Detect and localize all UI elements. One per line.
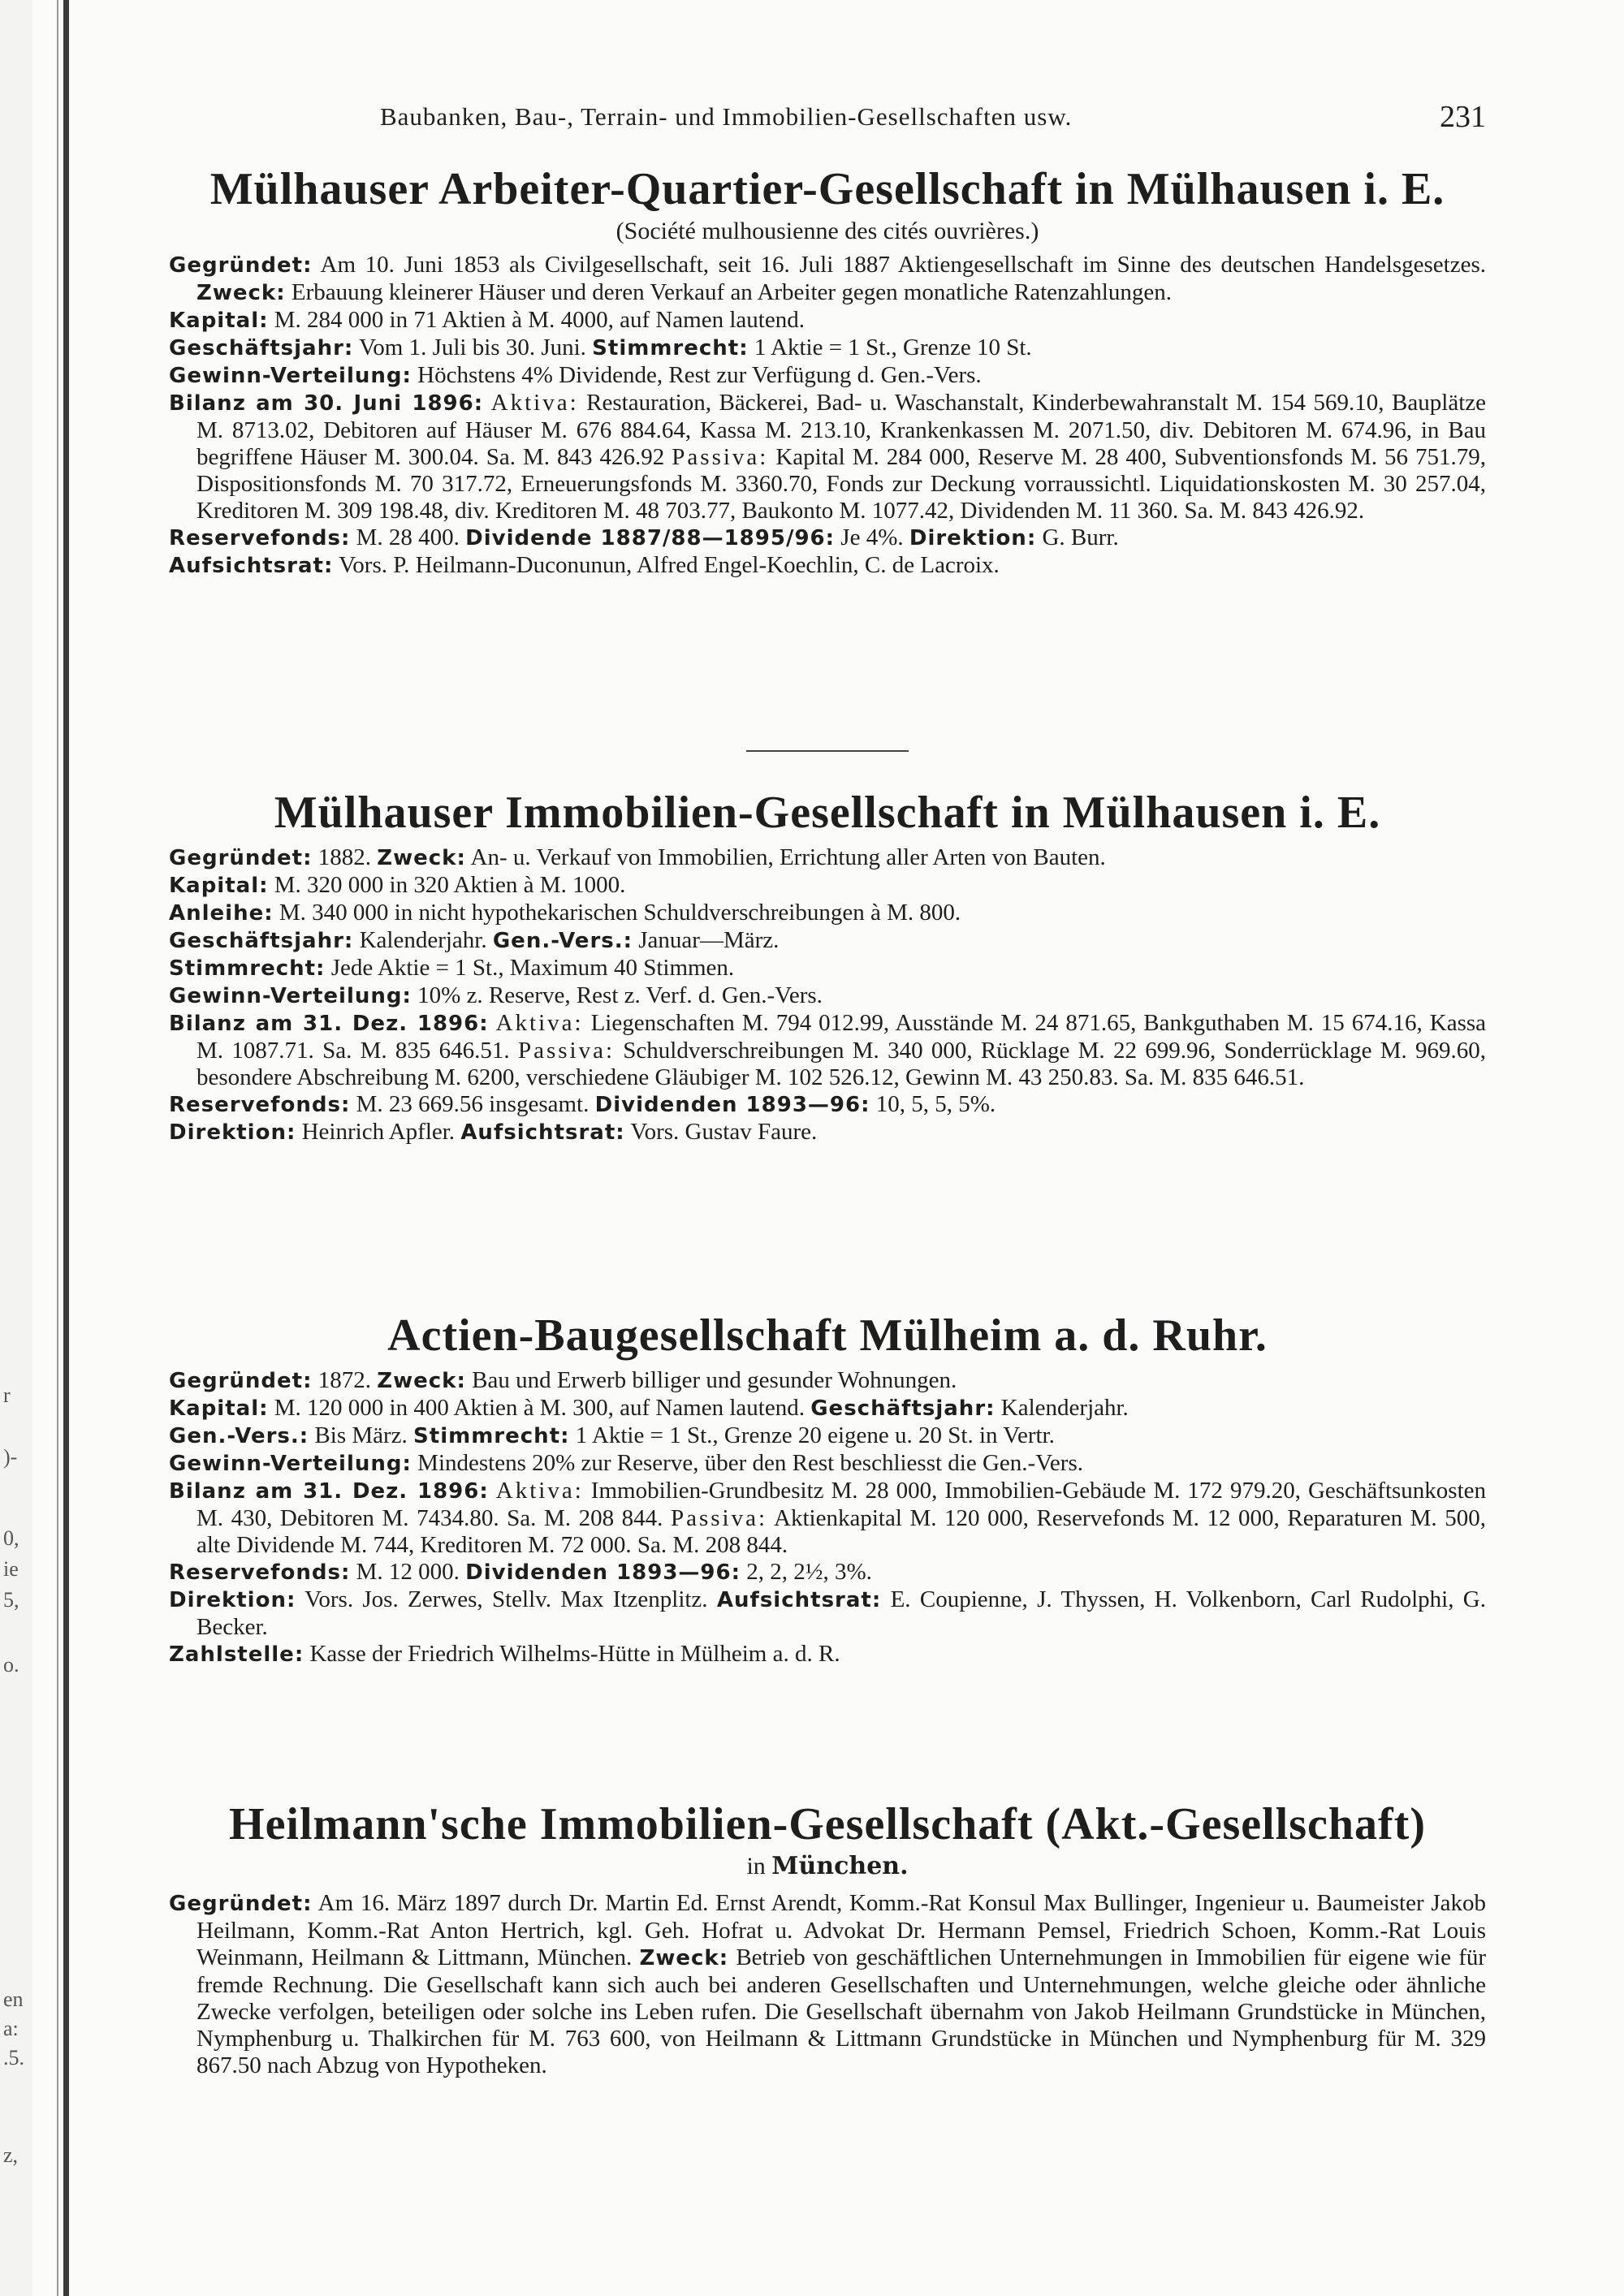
field-value: M. 284 000 in 71 Aktien à M. 4000, auf Namen lautend. [274,307,805,333]
profit-paragraph [169,362,1486,390]
field-value: 10% z. Reserve, Rest z. Verf. d. Gen.-Vers. [417,982,823,1008]
field-label: Zweck: [377,846,466,870]
founded-paragraph [169,1367,1486,1395]
page-number: 231 [1440,100,1486,134]
field-label: Gewinn-Verteilung: [169,364,412,388]
field-label: Bilanz am 30. Juni 1896: [169,391,484,416]
field-value: Januar—März. [638,927,780,953]
field-label: Geschäftsjahr: [169,929,354,953]
balance-paragraph [169,390,1486,524]
field-label: Kapital: [169,309,269,333]
passiva-label: Passiva: [672,444,769,470]
capital-paragraph [169,307,1486,334]
field-value: Vom 1. Juli bis 30. Juni. [359,334,586,360]
binding-line [63,0,69,2296]
board-paragraph [169,552,1486,580]
margin-fragment: 5, [3,1588,19,1612]
city-name: München. [771,1852,909,1880]
binding-shadow [0,0,32,2296]
margin-fragment: z, [3,2143,19,2167]
reserve-paragraph [169,1091,1486,1119]
loan-paragraph [169,900,1486,927]
field-label: Aufsichtsrat: [169,554,334,578]
field-label: Stimmrecht: [169,956,326,981]
field-label: Gewinn-Verteilung: [169,1452,412,1476]
balance-paragraph [169,1478,1486,1559]
field-label: Anleihe: [169,901,274,926]
founded-paragraph [169,1890,1486,2079]
company-subtitle [169,1851,1486,1882]
field-label: Gegründet: [169,253,313,278]
field-label: Direktion: [169,1588,296,1612]
management-paragraph [169,1119,1486,1146]
profit-paragraph [169,982,1486,1010]
field-value: Restauration, Bäckerei, Bad- u. Waschanstalt, Kinderbewahranstalt M. 154 569.10, Bauplätze M. 8713.02, Debitoren auf Häuser M. 676 884.64, Kassa M. 213.10, Krankenkassen M. 2071.50, div. Debitoren M. 674.96, in Bau begriffene Häuser M. 300.04. Sa. M. 843 426.92 [197,390,1487,470]
company-entry [169,1309,1486,1668]
field-value: Höchstens 4% Dividende, Rest zur Verfügung d. Gen.-Vers. [417,362,982,388]
company-entry [169,162,1486,580]
field-value: Kapital M. 284 000, Reserve M. 28 400, Subventionsfonds M. 56 751.79, Dispositionsfonds M. 70 317.72, Erneuerungsfonds M. 3360.70, Fonds zur Deckung vorraussichtl. Liquidationskosten M. 30 257.04, Kreditoren M. 309 198.48, div. Kreditoren M. 48 703.77, Baukonto M. 1077.42, Dividenden M. 11 360. Sa. M. 843 426.92. [197,444,1487,524]
field-label: Gen.-Vers.: [492,929,633,953]
reserve-paragraph [169,524,1486,552]
reserve-paragraph [169,1559,1486,1586]
subtitle-prefix: in [746,1853,766,1880]
field-label: Stimmrecht: [413,1424,570,1448]
aktiva-label: Aktiva: [495,1478,584,1504]
aktiva-label: Aktiva: [495,1010,584,1036]
field-value: Mindestens 20% zur Reserve, über den Rest beschliesst die Gen.-Vers. [417,1450,1084,1476]
scan-binding-edge [0,0,71,2296]
field-label: Geschäftsjahr: [169,336,354,360]
aktiva-label: Aktiva: [490,390,579,416]
field-value: Kalenderjahr. [1000,1395,1129,1421]
field-value: M. 12 000. [356,1559,460,1585]
field-value: 1 Aktie = 1 St., Grenze 20 eigene u. 20 St. in Vertr. [575,1422,1055,1448]
field-value: G. Burr. [1042,524,1119,550]
field-value: Betrieb von geschäftlichen Unternehmungen in Immobilien für eigene wie für fremde Rechnung. Die Gesellschaft kann sich auch bei anderen Gesellschaften und Unternehmungen, welche gleiche oder ähnliche Zwecke verfolgen, beteiligen oder solche ins Leben rufen. Die Gesellschaft übernahm von Jakob Heilmann Grundstücke in München, Nymphenburg u. Thalkirchen für M. 763 600, von Heilmann & Littmann Grundstücke in München und Nymphenburg für M. 329 867.50 nach Abzug von Hypotheken. [197,1944,1487,2078]
company-title: Mülhauser Arbeiter-Quartier-Gesellschaft in Mülhausen i. E. [209,164,1445,214]
field-label: Bilanz am 31. Dez. 1896: [169,1479,489,1504]
field-value: Heinrich Apfler. [301,1119,456,1145]
company-entry [169,786,1486,1146]
field-label: Reservefonds: [169,526,351,550]
field-value: Kasse der Friedrich Wilhelms-Hütte in Mülheim a. d. R. [309,1641,840,1667]
field-label: Direktion: [169,1120,296,1145]
field-value: M. 23 669.56 insgesamt. [356,1091,590,1117]
field-label: Kapital: [169,1396,269,1421]
margin-fragment: .5. [3,2046,24,2069]
field-value: 1 Aktie = 1 St., Grenze 10 St. [754,334,1032,360]
field-label: Dividenden 1893—96: [594,1093,870,1117]
founded-paragraph [169,844,1486,872]
field-label: Gegründet: [169,1369,313,1393]
field-label: Bilanz am 31. Dez. 1896: [169,1012,489,1036]
field-value: M. 340 000 in nicht hypothekarischen Schuldverschreibungen à M. 800. [279,900,961,926]
margin-fragment: en [3,1987,24,2011]
field-value: Vors. Gustav Faure. [630,1119,818,1145]
field-label: Zahlstelle: [169,1642,304,1667]
field-value: 1882. [317,844,371,870]
fiscal-year-paragraph [169,334,1486,362]
fiscal-year-paragraph [169,927,1486,955]
company-title: Mülhauser Immobilien-Gesellschaft in Mülhausen i. E. [274,788,1381,838]
section-divider [169,750,1486,752]
passiva-label: Passiva: [517,1038,615,1064]
capital-paragraph [169,872,1486,900]
company-title: Actien-Baugesellschaft Mülheim a. d. Ruhr. [387,1310,1268,1361]
margin-fragment: o. [3,1653,19,1677]
field-label: Zweck: [639,1946,729,1970]
field-value: Jede Aktie = 1 St., Maximum 40 Stimmen. [330,955,735,981]
field-label: Reservefonds: [169,1093,351,1117]
field-value: 2, 2, 2½, 3%. [746,1559,872,1585]
field-label: Aufsichtsrat: [460,1120,625,1145]
field-label: Geschäftsjahr: [810,1396,996,1421]
field-value: Am 16. März 1897 durch Dr. Martin Ed. Ernst Arendt, Komm.-Rat Konsul Max Bullinger, Ingenieur u. Baumeister Jakob Heilmann, Komm.-Rat Anton Hertrich, kgl. Geh. Hofrat u. Advokat Dr. Hermann Pemsel, Friedrich Schoen, Komm.-Rat Louis Weinmann, Heilmann & Littmann, München. [197,1890,1487,1970]
field-label: Zweck: [197,281,286,305]
margin-fragment: 0, [3,1526,19,1550]
field-label: Gegründet: [169,1892,313,1916]
field-value: An- u. Verkauf von Immobilien, Errichtung aller Arten von Bauten. [470,844,1106,870]
field-value: Erbauung kleinerer Häuser und deren Verkauf an Arbeiter gegen monatliche Ratenzahlungen. [291,279,1172,305]
field-label: Zweck: [377,1369,466,1393]
field-label: Direktion: [909,526,1037,550]
field-label: Gewinn-Verteilung: [169,984,412,1008]
field-value: M. 120 000 in 400 Aktien à M. 300, auf Namen lautend. [274,1395,805,1421]
paying-agent-paragraph [169,1641,1486,1668]
field-value: Je 4%. [840,524,904,550]
field-label: Dividenden 1893—96: [465,1560,741,1585]
field-label: Dividende 1887/88—1895/96: [465,526,836,550]
binding-line-thin [57,0,58,2296]
voting-paragraph [169,955,1486,982]
company-subtitle: (Société mulhousienne des cités ouvrières.) [615,218,1039,244]
running-header [169,102,1486,143]
margin-fragment: ie [3,1557,19,1581]
balance-paragraph [169,1010,1486,1091]
profit-paragraph [169,1450,1486,1478]
field-label: Gegründet: [169,846,313,870]
field-value: M. 320 000 in 320 Aktien à M. 1000. [274,872,626,898]
field-value: E. Coupienne, J. Thyssen, H. Volkenborn, Carl Rudolphi, G. Becker. [197,1586,1486,1640]
field-value: 10, 5, 5, 5%. [875,1091,996,1117]
founded-paragraph [169,252,1486,307]
field-value: Vors. Jos. Zerwes, Stellv. Max Itzenplitz. [304,1586,708,1612]
margin-fragment: r [3,1383,11,1407]
company-entry [169,1798,1486,2079]
field-label: Reservefonds: [169,1560,351,1585]
field-value: Kalenderjahr. [359,927,487,953]
field-label: Kapital: [169,874,269,898]
field-value: Schuldverschreibungen M. 340 000, Rücklage M. 22 699.96, Sonderrücklage M. 969.60, besondere Abschreibung M. 6200, verschiedene Gläubiger M. 102 526.12, Gewinn M. 43 250.83. Sa. M. 835 646.51. [197,1038,1487,1090]
assembly-paragraph [169,1422,1486,1450]
margin-fragment: a: [3,2017,19,2040]
field-label: Stimmrecht: [592,336,749,360]
field-value: Vors. P. Heilmann-Duconunun, Alfred Engel-Koechlin, C. de Lacroix. [339,552,1000,578]
field-label: Gen.-Vers.: [169,1424,309,1448]
field-value: Immobilien-Grundbesitz M. 28 000, Immobilien-Gebäude M. 172 979.20, Geschäftsunkosten M. 430, Debitoren M. 7434.80. Sa. M. 208 844. [197,1478,1487,1531]
field-value: 1872. [317,1367,371,1393]
passiva-label: Passiva: [670,1505,768,1531]
field-value: Bau und Erwerb billiger und gesunder Wohnungen. [472,1367,957,1393]
capital-paragraph [169,1395,1486,1422]
management-paragraph [169,1586,1486,1641]
field-value: Am 10. Juni 1853 als Civilgesellschaft, seit 16. Juli 1887 Aktiengesellschaft im Sinne des deutschen Handelsgesetzes. [320,252,1486,278]
field-label: Aufsichtsrat: [716,1588,882,1612]
field-value: Bis März. [314,1422,408,1448]
field-value: M. 28 400. [356,524,460,550]
field-value: Liegenschaften M. 794 012.99, Ausstände M. 24 871.65, Bankguthaben M. 15 674.16, Kassa M. 1087.71. Sa. M. 835 646.51. [197,1010,1487,1064]
margin-fragment: )- [3,1445,18,1469]
document-page [169,0,1486,2296]
running-title: Baubanken, Bau-, Terrain- und Immobilien-Gesellschaften usw. [380,102,1073,131]
company-title: Heilmann'sche Immobilien-Gesellschaft (Akt.-Gesellschaft) [229,1799,1426,1849]
field-value: Aktienkapital M. 120 000, Reservefonds M. 12 000, Reparaturen M. 500, alte Dividende M. 744, Kreditoren M. 72 000. Sa. M. 208 844. [197,1505,1487,1558]
